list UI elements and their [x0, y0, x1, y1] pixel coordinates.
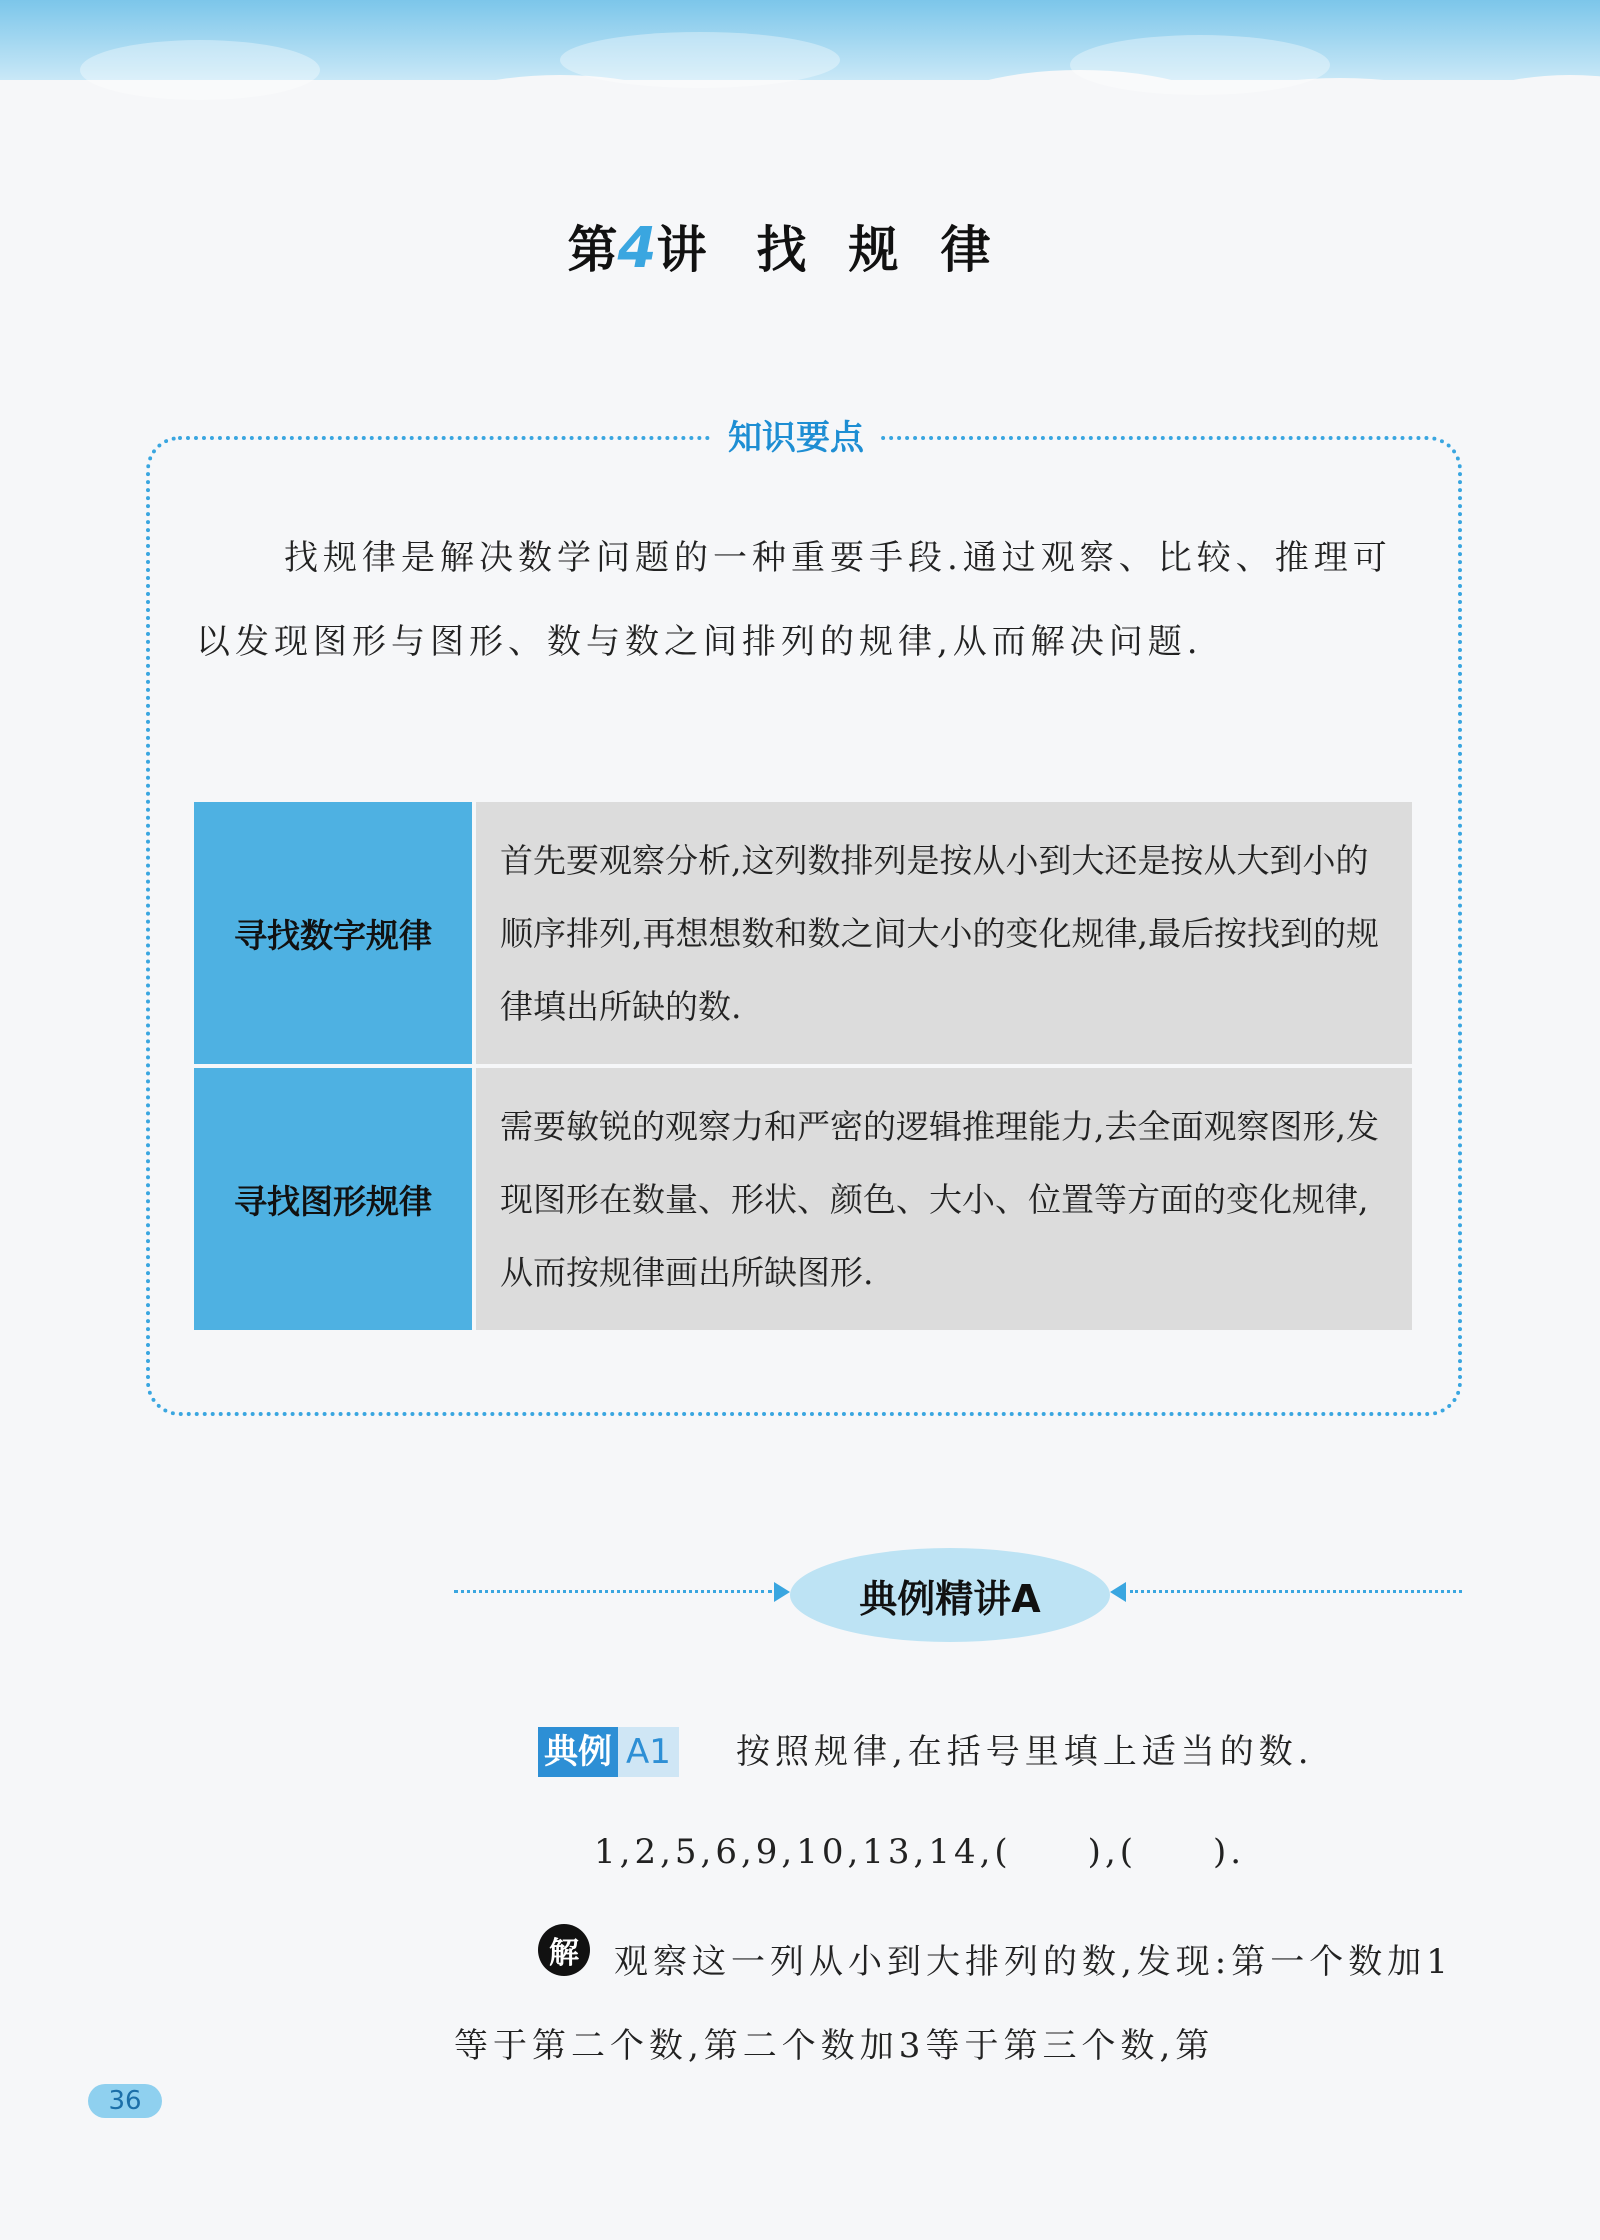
page-number: 36: [88, 2084, 162, 2118]
row-text: 需要敏锐的观察力和严密的逻辑推理能力,去全面观察图形,发现图形在数量、形状、颜色、大小、位置等方面的变化规律,从而按规律画出所缺图形.: [476, 1068, 1412, 1330]
example-tag-id: A1: [618, 1727, 679, 1777]
section-divider-left: [454, 1590, 772, 1593]
knowledge-table: [194, 802, 1412, 1330]
example-tag-main: 典例: [538, 1727, 618, 1777]
lecture-unit: 讲: [656, 220, 707, 279]
lecture-prefix: 第: [567, 220, 618, 279]
arrow-right-icon: [774, 1582, 790, 1602]
knowledge-paragraph: 找规律是解决数学问题的一种重要手段.通过观察、比较、推理可以发现图形与图形、数与数之间排列的规律,从而解决问题.: [196, 538, 1392, 662]
example-sequence: 1,2,5,6,9,10,13,14,( ),( ).: [594, 1832, 1246, 1872]
table-row: [194, 1068, 1412, 1330]
cloud-header-decoration: [0, 0, 1600, 140]
lecture-topic: 找规律: [756, 220, 1033, 279]
lecture-number: 4: [617, 216, 657, 281]
row-label: 寻找数字规律: [194, 802, 472, 1064]
example-question: 按照规律,在括号里填上适当的数.: [736, 1732, 1314, 1772]
example-tag: [538, 1727, 679, 1777]
arrow-left-icon: [1110, 1582, 1126, 1602]
section-divider-right: [1130, 1590, 1462, 1593]
row-text: 首先要观察分析,这列数排列是按从小到大还是按从大到小的顺序排列,再想想数和数之间大小的变化规律,最后按找到的规律填出所缺的数.: [476, 802, 1412, 1064]
knowledge-label: 知识要点: [712, 410, 880, 459]
solution-text: 观察这一列从小到大排列的数,发现:第一个数加1等于第二个数,第二个数加3等于第三个数,第: [454, 1942, 1453, 2066]
solution-badge: 解: [538, 1924, 590, 1976]
lecture-title: [0, 210, 1600, 282]
section-title: 典例精讲A: [790, 1548, 1110, 1642]
table-row: [194, 802, 1412, 1064]
row-label: 寻找图形规律: [194, 1068, 472, 1330]
